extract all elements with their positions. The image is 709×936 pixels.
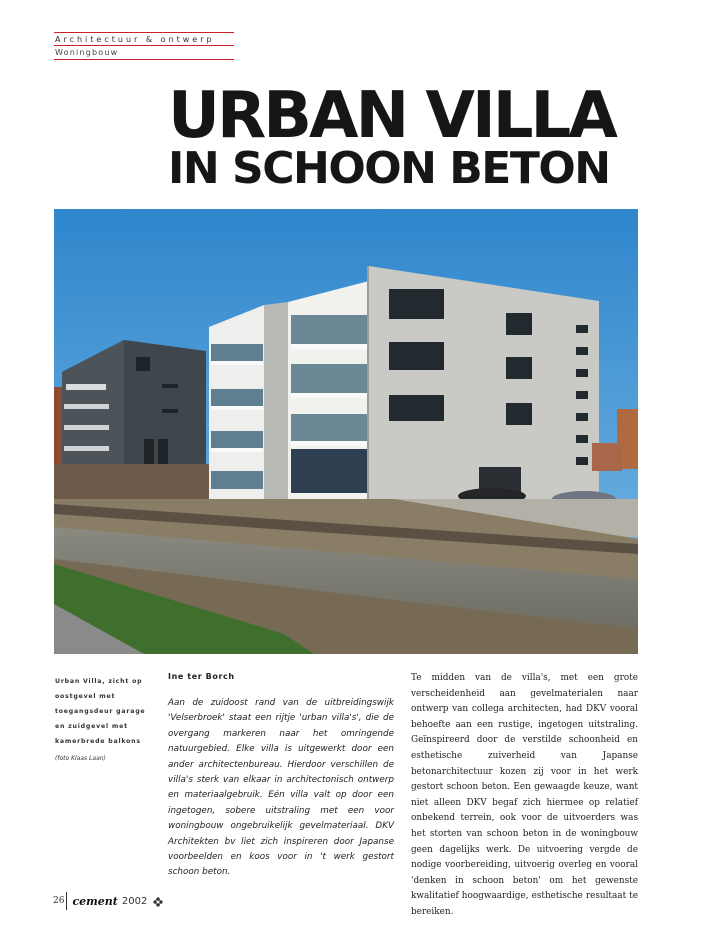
header-rule-top [54,32,234,33]
main-building [209,266,599,527]
lead-paragraph: Aan de zuidoost rand van de uitbreidingswijk 'Velserbroek' staat een rijtje 'urban villa's', die de overgang markeren naar het omringende natuurgebied. Elke villa is uitgewerkt door een ander architectenbureau. Hierdoor verschillen de villa's sterk van elkaar in architectonisch ontwerp en materiaalgebruik. Eén villa valt op door een ingetogen, sobere uitstraling met een voor woningbouw ongebruikelijk gevelmateriaal. DKV Architekten bv liet zich inspireren door Japanse voorbeelden en koos voor in 't werk gestort schoon beton. [168,698,394,878]
caption-text: Urban Villa, zicht op oostgevel met toegangsdeur garage en zuidgevel met kamerbrede balkons [55,678,146,745]
article-photo [54,209,638,654]
body-paragraph: Te midden van de villa's, met een grote verscheidenheid aan gevelmaterialen naar ontwerp van collega architecten, had DKV vooral behoefte aan een rustige, ingetogen uitstraling. Geïnspireerd door de verstilde schoonheid en esthetische zuiverheid van Japanse betonarchitectuur kozen zij voor in het werk gestort schoon beton. Een gewaagde keuze, want niet alleen DKV begaf zich hiermee op relatief onbekend terrein, ook voor de uitvoerders was het storten van schoon beton in de woningbouw geen dagelijks werk. De uitvoering vergde de nodige voorbereiding, uitvoerig overleg en vooral 'denken in schoon beton' om het gewenste kwalitatief hoogwaardige, esthetische resultaat te bereiken. [411,673,638,917]
subsection-label: Woningbouw [55,48,119,57]
page-number: 26 [53,896,65,906]
author-name: Ine ter Borch [168,672,235,681]
title-line-2: IN SCHOON BETON [168,143,610,194]
photo-credit: (foto Klaas Laan) [55,755,106,762]
magazine-year: 2002 [121,895,148,907]
photo-caption [55,674,155,766]
magazine-name: cement [72,894,118,908]
title-line-1: URBAN VILLA [168,79,615,153]
left-building [54,340,214,499]
section-label: Architectuur & ontwerp [55,35,215,44]
footer-divider [66,892,67,910]
header-rule-bottom [54,59,234,60]
page-footer [53,891,163,911]
header-rule-middle [54,45,234,46]
flower-icon [153,892,163,911]
